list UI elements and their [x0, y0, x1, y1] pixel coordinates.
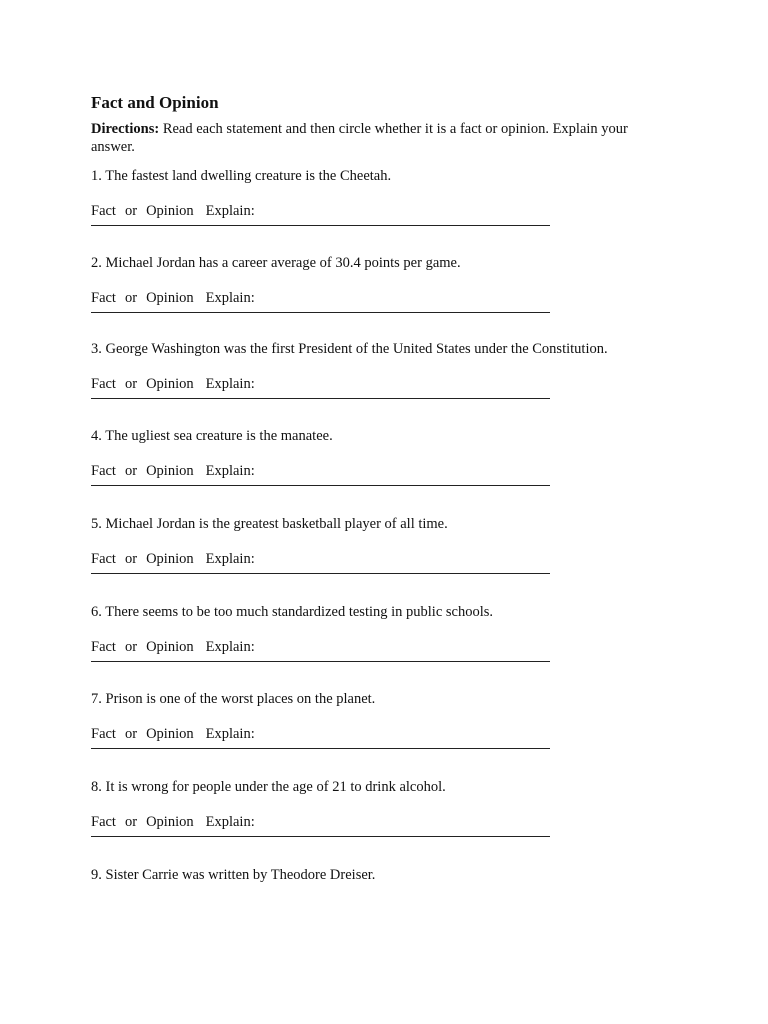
opinion-option[interactable]: Opinion [146, 203, 194, 219]
question-text: 5. Michael Jordan is the greatest basketball player of all time. [91, 516, 448, 532]
answer-line[interactable] [91, 748, 550, 749]
directions-label: Directions: [91, 121, 160, 137]
fact-option[interactable]: Fact [91, 376, 116, 392]
fact-option[interactable]: Fact [91, 726, 116, 742]
opinion-option[interactable]: Opinion [146, 290, 194, 306]
or-label: or [124, 290, 138, 306]
choice-row [91, 375, 711, 393]
question-text: 2. Michael Jordan has a career average of 30.4 points per game. [91, 255, 461, 271]
opinion-option[interactable]: Opinion [146, 814, 194, 830]
question-7 [91, 690, 711, 749]
answer-line[interactable] [91, 398, 550, 399]
or-label: or [124, 814, 138, 830]
answer-line[interactable] [91, 312, 550, 313]
opinion-option[interactable]: Opinion [146, 639, 194, 655]
page-title: Fact and Opinion [91, 93, 219, 112]
answer-line[interactable] [91, 485, 550, 486]
opinion-option[interactable]: Opinion [146, 551, 194, 567]
directions [91, 120, 671, 156]
answer-line[interactable] [91, 225, 550, 226]
question-4 [91, 427, 711, 486]
explain-label: Explain: [205, 639, 255, 655]
question-1 [91, 167, 711, 226]
question-2 [91, 254, 711, 313]
explain-label: Explain: [205, 376, 255, 392]
question-5 [91, 515, 711, 574]
explain-label: Explain: [205, 551, 255, 567]
explain-label: Explain: [205, 814, 255, 830]
question-3 [91, 340, 711, 399]
question-text: 1. The fastest land dwelling creature is the Cheetah. [91, 168, 392, 184]
choice-row [91, 638, 711, 656]
opinion-option[interactable]: Opinion [146, 376, 194, 392]
fact-option[interactable]: Fact [91, 639, 116, 655]
question-text: 6. There seems to be too much standardized testing in public schools. [91, 604, 494, 620]
or-label: or [124, 376, 138, 392]
or-label: or [124, 463, 138, 479]
fact-option[interactable]: Fact [91, 290, 116, 306]
choice-row [91, 550, 711, 568]
opinion-option[interactable]: Opinion [146, 463, 194, 479]
answer-line[interactable] [91, 836, 550, 837]
choice-row [91, 289, 711, 307]
fact-option[interactable]: Fact [91, 203, 116, 219]
or-label: or [124, 551, 138, 567]
question-text: 7. Prison is one of the worst places on the planet. [91, 691, 376, 707]
explain-label: Explain: [205, 463, 255, 479]
choice-row [91, 725, 711, 743]
choice-row [91, 202, 711, 220]
fact-option[interactable]: Fact [91, 463, 116, 479]
explain-label: Explain: [205, 203, 255, 219]
explain-label: Explain: [205, 726, 255, 742]
choice-row [91, 462, 711, 480]
question-6 [91, 603, 711, 662]
question-text: 3. George Washington was the first President of the United States under the Constitution. [91, 341, 608, 357]
question-text: 8. It is wrong for people under the age of 21 to drink alcohol. [91, 779, 446, 795]
fact-option[interactable]: Fact [91, 814, 116, 830]
question-9 [91, 866, 711, 884]
directions-text: Read each statement and then circle whether it is a fact or opinion. Explain your answer. [91, 121, 628, 155]
explain-label: Explain: [205, 290, 255, 306]
or-label: or [124, 726, 138, 742]
question-text: 9. Sister Carrie was written by Theodore Dreiser. [91, 867, 376, 883]
or-label: or [124, 639, 138, 655]
answer-line[interactable] [91, 661, 550, 662]
fact-option[interactable]: Fact [91, 551, 116, 567]
answer-line[interactable] [91, 573, 550, 574]
opinion-option[interactable]: Opinion [146, 726, 194, 742]
question-8 [91, 778, 711, 837]
choice-row [91, 813, 711, 831]
or-label: or [124, 203, 138, 219]
question-text: 4. The ugliest sea creature is the manatee. [91, 428, 333, 444]
